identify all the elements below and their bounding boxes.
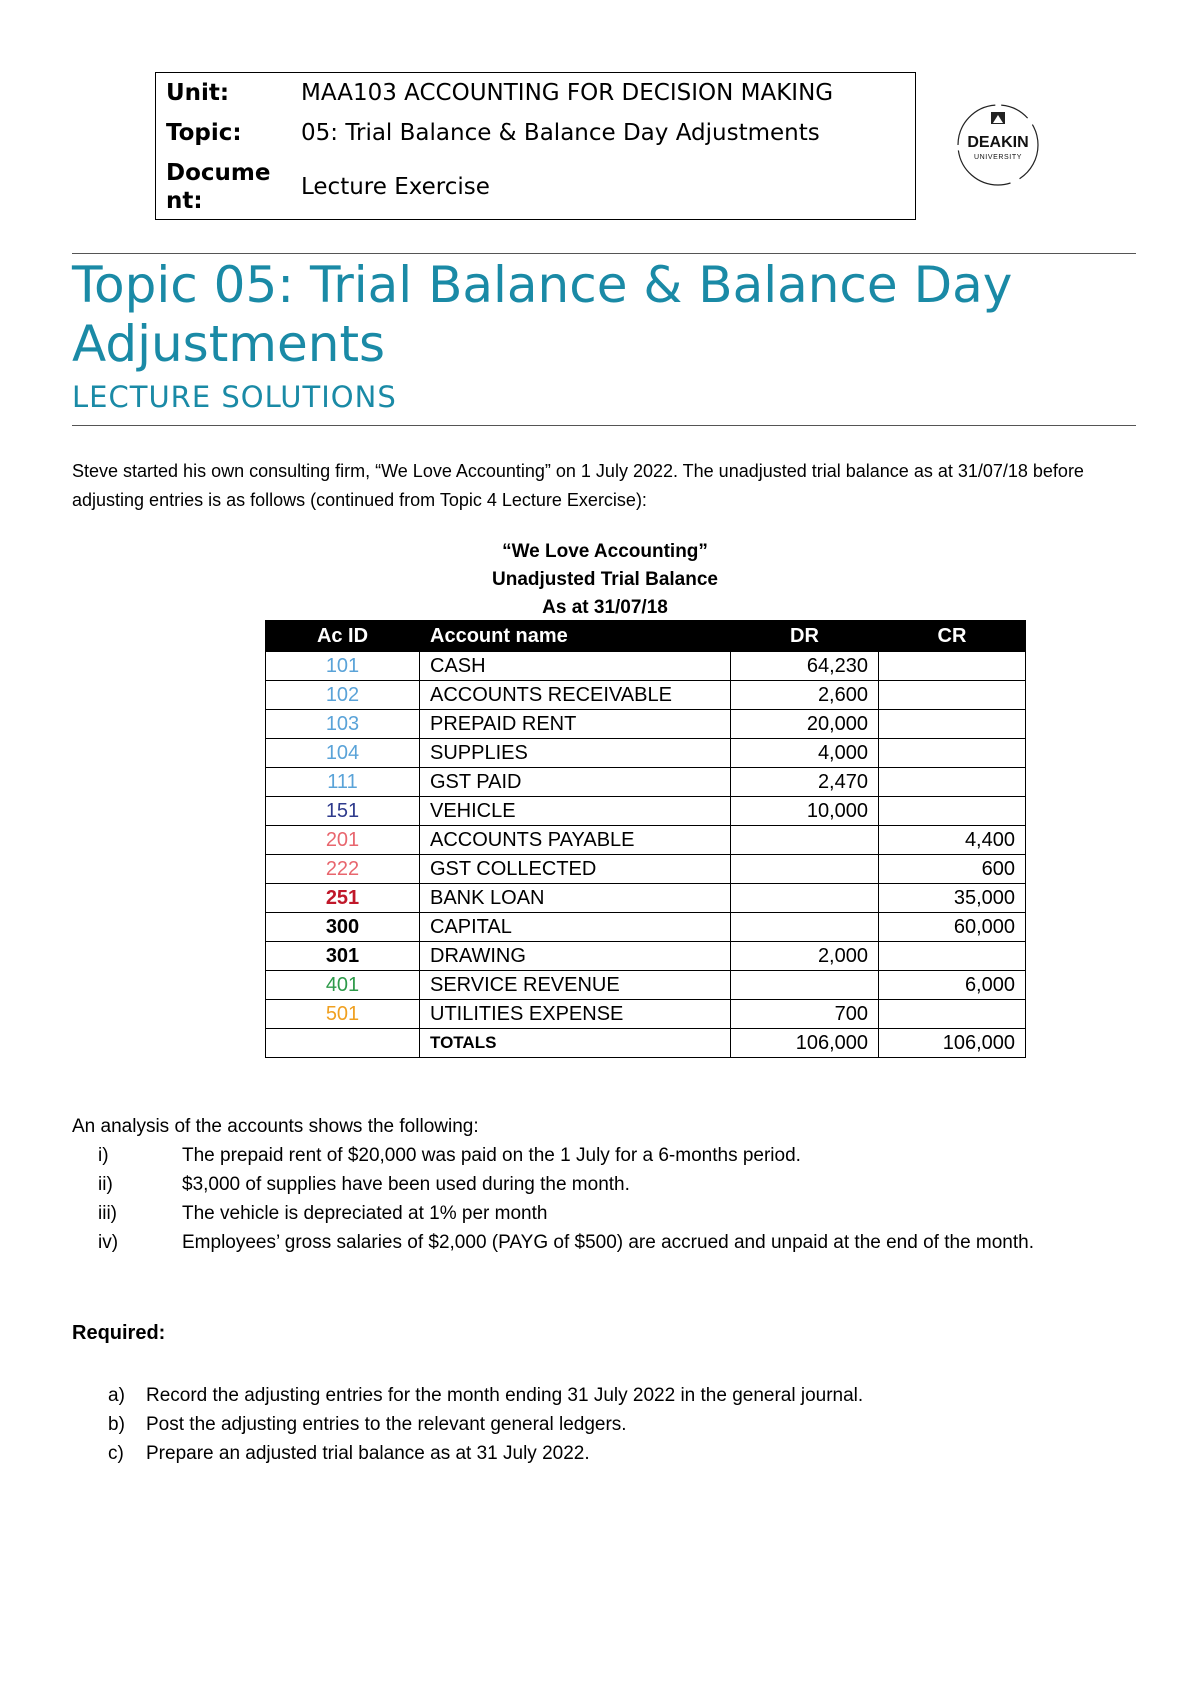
table-row xyxy=(266,1000,1026,1029)
account-name-cell: GST COLLECTED xyxy=(420,855,731,884)
credit-cell xyxy=(879,942,1026,971)
account-name-cell: CASH xyxy=(420,652,731,681)
page-subtitle: LECTURE SOLUTIONS xyxy=(72,380,397,414)
debit-cell: 2,470 xyxy=(731,768,879,797)
document-label-line2: nt: xyxy=(166,188,203,214)
list-item-text: Post the adjusting entries to the relevant general ledgers. xyxy=(146,1414,627,1435)
account-id-cell: 151 xyxy=(266,797,420,826)
account-id-cell: 251 xyxy=(266,884,420,913)
account-id-cell: 104 xyxy=(266,739,420,768)
table-row-totals xyxy=(266,1029,1026,1058)
intro-paragraph: Steve started his own consulting firm, “We Love Accounting” on 1 July 2022. The unadjusted trial balance as at 31/07/18 before adjusting entries is as follows (continued from Topic 4 Lecture Exercise): xyxy=(72,461,1084,510)
account-name-cell: ACCOUNTS RECEIVABLE xyxy=(420,681,731,710)
table-row xyxy=(266,652,1026,681)
divider-top xyxy=(72,253,1136,254)
table-row xyxy=(266,681,1026,710)
list-item xyxy=(72,1141,1132,1170)
document-label xyxy=(166,159,286,215)
deakin-emblem-icon xyxy=(991,112,1005,124)
debit-cell: 10,000 xyxy=(731,797,879,826)
list-item-text: The vehicle is depreciated at 1% per month xyxy=(182,1203,548,1224)
list-item xyxy=(72,1439,1132,1468)
table-row xyxy=(266,768,1026,797)
col-header-account-name: Account name xyxy=(420,621,731,652)
account-id-cell: 401 xyxy=(266,971,420,1000)
table-row xyxy=(266,913,1026,942)
table-row xyxy=(266,739,1026,768)
topic-label: Topic: xyxy=(166,120,242,146)
deakin-university-logo xyxy=(950,97,1046,193)
list-item-text: The prepaid rent of $20,000 was paid on the 1 July for a 6-months period. xyxy=(182,1145,801,1166)
analysis-section xyxy=(72,1112,1132,1257)
account-id-cell: 301 xyxy=(266,942,420,971)
col-header-cr: CR xyxy=(879,621,1026,652)
debit-cell xyxy=(731,971,879,1000)
credit-cell xyxy=(879,681,1026,710)
debit-cell xyxy=(731,826,879,855)
credit-cell: 4,400 xyxy=(879,826,1026,855)
list-item-text: Employees’ gross salaries of $2,000 (PAYG of $500) are accrued and unpaid at the end of the month. xyxy=(182,1232,1034,1253)
table-header-row xyxy=(266,621,1026,652)
account-id-cell: 103 xyxy=(266,710,420,739)
list-item-number: iv) xyxy=(98,1232,119,1253)
credit-cell xyxy=(879,739,1026,768)
col-header-dr: DR xyxy=(731,621,879,652)
list-item-letter: c) xyxy=(108,1443,124,1464)
credit-cell xyxy=(879,710,1026,739)
list-item xyxy=(72,1228,1132,1257)
list-item xyxy=(72,1410,1132,1439)
list-item-text: Record the adjusting entries for the month ending 31 July 2022 in the general journal. xyxy=(146,1385,864,1406)
list-item-text: Prepare an adjusted trial balance as at 31 July 2022. xyxy=(146,1443,590,1464)
document-label-line1: Docume xyxy=(166,160,271,186)
page-title: Topic 05: Trial Balance & Balance Day Adjustments xyxy=(72,256,1013,373)
credit-cell xyxy=(879,652,1026,681)
account-name-cell: VEHICLE xyxy=(420,797,731,826)
totals-dr: 106,000 xyxy=(731,1029,879,1058)
logo-subtext: UNIVERSITY xyxy=(973,154,1023,161)
unadjusted-trial-balance-table xyxy=(265,620,1026,1058)
unit-label: Unit: xyxy=(166,80,230,106)
tb-heading-title: Unadjusted Trial Balance xyxy=(492,569,718,590)
account-id-cell: 300 xyxy=(266,913,420,942)
account-id-cell: 111 xyxy=(266,768,420,797)
credit-cell: 600 xyxy=(879,855,1026,884)
account-id-cell: 101 xyxy=(266,652,420,681)
account-name-cell: SUPPLIES xyxy=(420,739,731,768)
account-name-cell: ACCOUNTS PAYABLE xyxy=(420,826,731,855)
debit-cell: 700 xyxy=(731,1000,879,1029)
credit-cell: 6,000 xyxy=(879,971,1026,1000)
table-row xyxy=(266,884,1026,913)
debit-cell: 4,000 xyxy=(731,739,879,768)
analysis-intro: An analysis of the accounts shows the following: xyxy=(72,1116,479,1137)
list-item-letter: b) xyxy=(108,1414,125,1435)
debit-cell: 2,000 xyxy=(731,942,879,971)
unit-value: MAA103 ACCOUNTING FOR DECISION MAKING xyxy=(301,80,834,106)
list-item-number: iii) xyxy=(98,1203,117,1224)
divider-bottom xyxy=(72,425,1136,426)
credit-cell xyxy=(879,1000,1026,1029)
account-name-cell: DRAWING xyxy=(420,942,731,971)
table-row xyxy=(266,797,1026,826)
list-item xyxy=(72,1199,1132,1228)
totals-cr: 106,000 xyxy=(879,1029,1026,1058)
tb-heading-company: “We Love Accounting” xyxy=(502,541,708,562)
required-heading: Required: xyxy=(72,1322,166,1344)
account-id-cell: 501 xyxy=(266,1000,420,1029)
account-name-cell: UTILITIES EXPENSE xyxy=(420,1000,731,1029)
list-item-letter: a) xyxy=(108,1385,125,1406)
debit-cell: 20,000 xyxy=(731,710,879,739)
account-id-cell: 222 xyxy=(266,855,420,884)
logo-wordmark: DEAKIN xyxy=(967,134,1029,151)
account-name-cell: CAPITAL xyxy=(420,913,731,942)
account-id-cell: 102 xyxy=(266,681,420,710)
list-item xyxy=(72,1170,1132,1199)
document-value: Lecture Exercise xyxy=(301,174,490,200)
list-item-number: ii) xyxy=(98,1174,113,1195)
list-item-number: i) xyxy=(98,1145,109,1166)
list-item xyxy=(72,1381,1132,1410)
debit-cell: 2,600 xyxy=(731,681,879,710)
tb-heading-date: As at 31/07/18 xyxy=(542,597,668,618)
debit-cell xyxy=(731,913,879,942)
topic-value: 05: Trial Balance & Balance Day Adjustments xyxy=(301,120,820,146)
account-name-cell: PREPAID RENT xyxy=(420,710,731,739)
required-list xyxy=(72,1381,1132,1468)
account-name-cell: BANK LOAN xyxy=(420,884,731,913)
totals-id-cell xyxy=(266,1029,420,1058)
table-row xyxy=(266,710,1026,739)
credit-cell xyxy=(879,768,1026,797)
account-id-cell: 201 xyxy=(266,826,420,855)
table-row xyxy=(266,855,1026,884)
table-row xyxy=(266,942,1026,971)
debit-cell xyxy=(731,884,879,913)
debit-cell: 64,230 xyxy=(731,652,879,681)
table-row xyxy=(266,826,1026,855)
account-name-cell: GST PAID xyxy=(420,768,731,797)
debit-cell xyxy=(731,855,879,884)
account-name-cell: SERVICE REVENUE xyxy=(420,971,731,1000)
table-row xyxy=(266,971,1026,1000)
list-item-text: $3,000 of supplies have been used during the month. xyxy=(182,1174,630,1195)
col-header-acid: Ac ID xyxy=(266,621,420,652)
document-header-box xyxy=(155,72,916,220)
credit-cell: 35,000 xyxy=(879,884,1026,913)
credit-cell: 60,000 xyxy=(879,913,1026,942)
totals-label: TOTALS xyxy=(420,1029,731,1058)
credit-cell xyxy=(879,797,1026,826)
